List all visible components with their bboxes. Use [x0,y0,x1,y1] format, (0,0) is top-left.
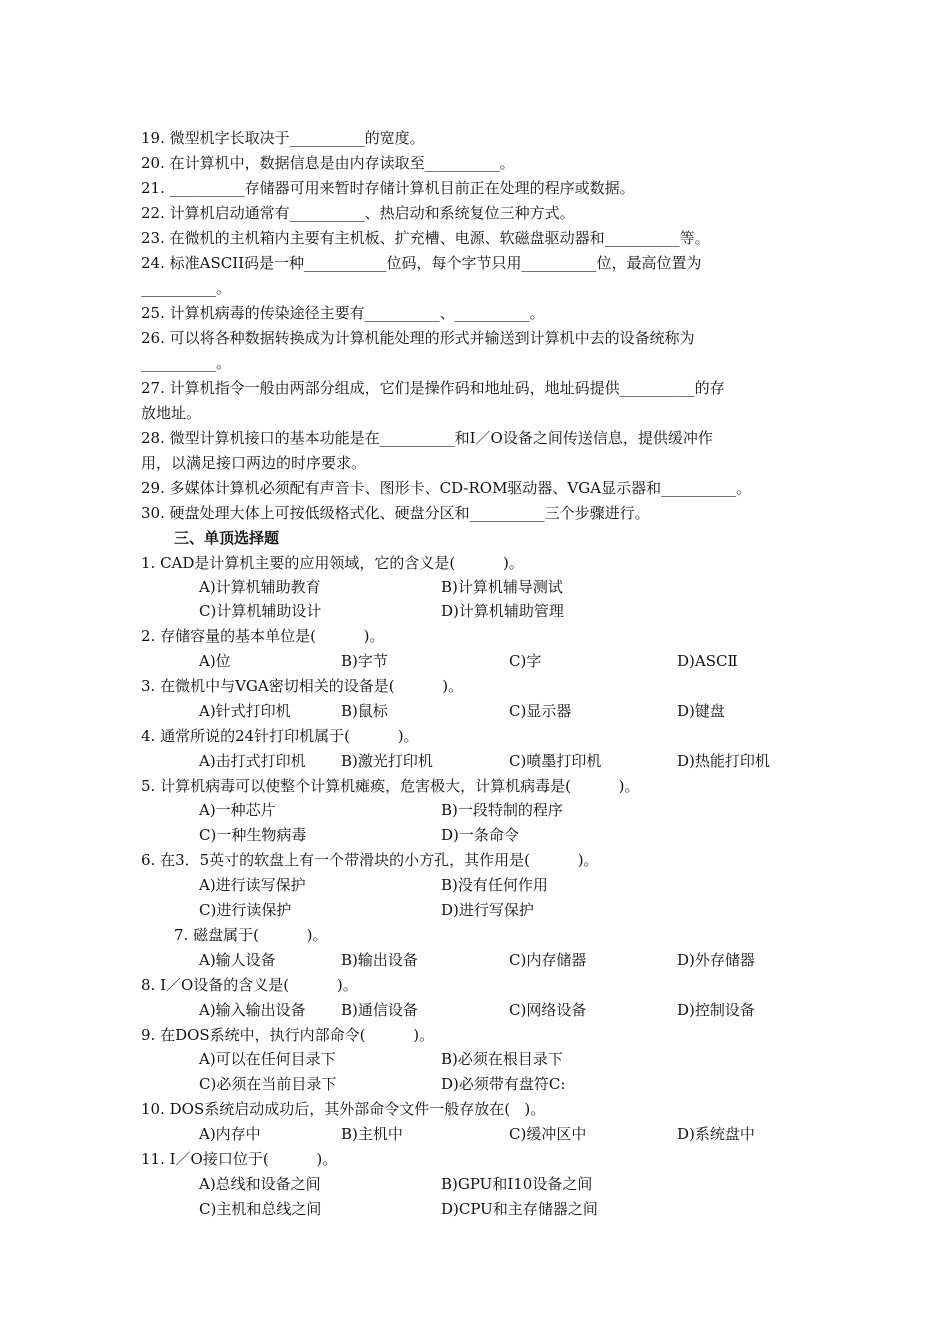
question-24-cont: __________。 [141,279,232,297]
mc-question-7: 7. 磁盘属于( )。 [174,926,328,944]
mc-question-10: 10. DOS系统启动成功后，其外部命令文件一般存放在( )。 [141,1100,546,1118]
option: A)计算机辅助教育 [199,578,321,596]
question-28: 28. 微型计算机接口的基本功能是在__________和I／O设备之间传送信息，提供缓冲作 [141,429,713,447]
section-title: 三、单顶选择题 [174,529,280,547]
option: C)一种生物病毒 [199,826,307,844]
option: C)内存储器 [509,951,587,969]
option: B)主机中 [341,1125,403,1143]
option: D)ASCⅡ [677,652,738,670]
mc-question-8: 8. I／O设备的含义是( )。 [141,976,358,994]
option: D)热能打印机 [677,752,770,770]
option: D)计算机辅助管理 [441,602,564,620]
question-27: 27. 计算机指令一般由两部分组成，它们是操作码和地址码，地址码提供__________的存 [141,379,725,397]
option: D)必须带有盘符C: [441,1075,566,1093]
option: C)缓冲区中 [509,1125,587,1143]
option: C)喷墨打印机 [509,752,602,770]
mc-question-9: 9. 在DOS系统中，执行内部命令( )。 [141,1026,435,1044]
option: A)进行读写保护 [199,876,306,894]
option: B)GPU和I10设备之间 [441,1175,593,1193]
option: D)CPU和主存储器之间 [441,1200,598,1218]
option: A)击打式打印机 [199,752,306,770]
option: B)计算机辅导测试 [441,578,563,596]
mc-question-3: 3. 在微机中与VGA密切相关的设备是( )。 [141,677,464,695]
question-26: 26. 可以将各种数据转换成为计算机能处理的形式并输送到计算机中去的设备统称为 [141,329,695,347]
mc-question-1: 1. CAD是计算机主要的应用领域，它的含义是( )。 [141,554,524,572]
option: C)进行读保护 [199,901,292,919]
question-30: 30. 硬盘处理大体上可按低级格式化、硬盘分区和__________三个步骤进行。 [141,504,650,522]
option: C)必须在当前目录下 [199,1075,337,1093]
question-29: 29. 多媒体计算机必须配有声音卡、图形卡、CD-ROM驱动器、VGA显示器和__________。 [141,479,752,497]
option: D)系统盘中 [677,1125,755,1143]
option: A)总线和设备之间 [199,1175,321,1193]
option: D)一条命令 [441,826,519,844]
question-27-cont: 放地址。 [141,404,202,422]
option: D)控制设备 [677,1001,755,1019]
option: D)外存储器 [677,951,755,969]
option: B)字节 [341,652,388,670]
mc-question-11: 11. I／O接口位于( )。 [141,1150,338,1168]
option: D)进行写保护 [441,901,534,919]
question-20: 20. 在计算机中，数据信息是由内存读取至__________。 [141,154,515,172]
option: C)网络设备 [509,1001,587,1019]
question-28-cont: 用，以满足接口两边的时序要求。 [141,454,367,472]
option: A)输人设备 [199,951,276,969]
question-23: 23. 在微机的主机箱内主要有主机板、扩充槽、电源、软磁盘驱动器和__________等。 [141,229,710,247]
mc-question-4: 4. 通常所说的24针打印机属于( )。 [141,727,419,745]
option: C)字 [509,652,542,670]
option: D)键盘 [677,702,725,720]
option: C)主机和总线之间 [199,1200,322,1218]
question-26-cont: __________。 [141,354,232,372]
mc-question-2: 2. 存储容量的基本单位是( )。 [141,627,385,645]
option: B)激光打印机 [341,752,433,770]
option: B)必须在根目录下 [441,1050,563,1068]
option: A)输入输出设备 [199,1001,306,1019]
option: C)计算机辅助设计 [199,602,322,620]
option: A)针式打印机 [199,702,291,720]
option: B)鼠标 [341,702,388,720]
mc-question-6: 6. 在3．5英寸的软盘上有一个带滑块的小方孔，其作用是( )。 [141,851,599,869]
option: B)通信设备 [341,1001,418,1019]
option: C)显示器 [509,702,572,720]
question-19: 19. 微型机字长取决于__________的宽度。 [141,129,425,147]
mc-question-5: 5. 计算机病毒可以使整个计算机瘫痪，危害极大，计算机病毒是( )。 [141,777,640,795]
option: B)没有任何作用 [441,876,548,894]
question-21: 21. __________存储器可用来暂时存储计算机目前正在处理的程序或数据。 [141,179,635,197]
option: A)一种芯片 [199,801,276,819]
option: A)位 [199,652,231,670]
question-24: 24. 标准ASCII码是一种___________位码，每个字节只用__________位，最高位置为 [141,254,702,272]
option: B)输出设备 [341,951,418,969]
option: A)内存中 [199,1125,261,1143]
option: B)一段特制的程序 [441,801,563,819]
option: A)可以在任何目录下 [199,1050,336,1068]
question-22: 22. 计算机启动通常有__________、热启动和系统复位三种方式。 [141,204,575,222]
question-25: 25. 计算机病毒的传染途径主要有__________、__________。 [141,304,545,322]
